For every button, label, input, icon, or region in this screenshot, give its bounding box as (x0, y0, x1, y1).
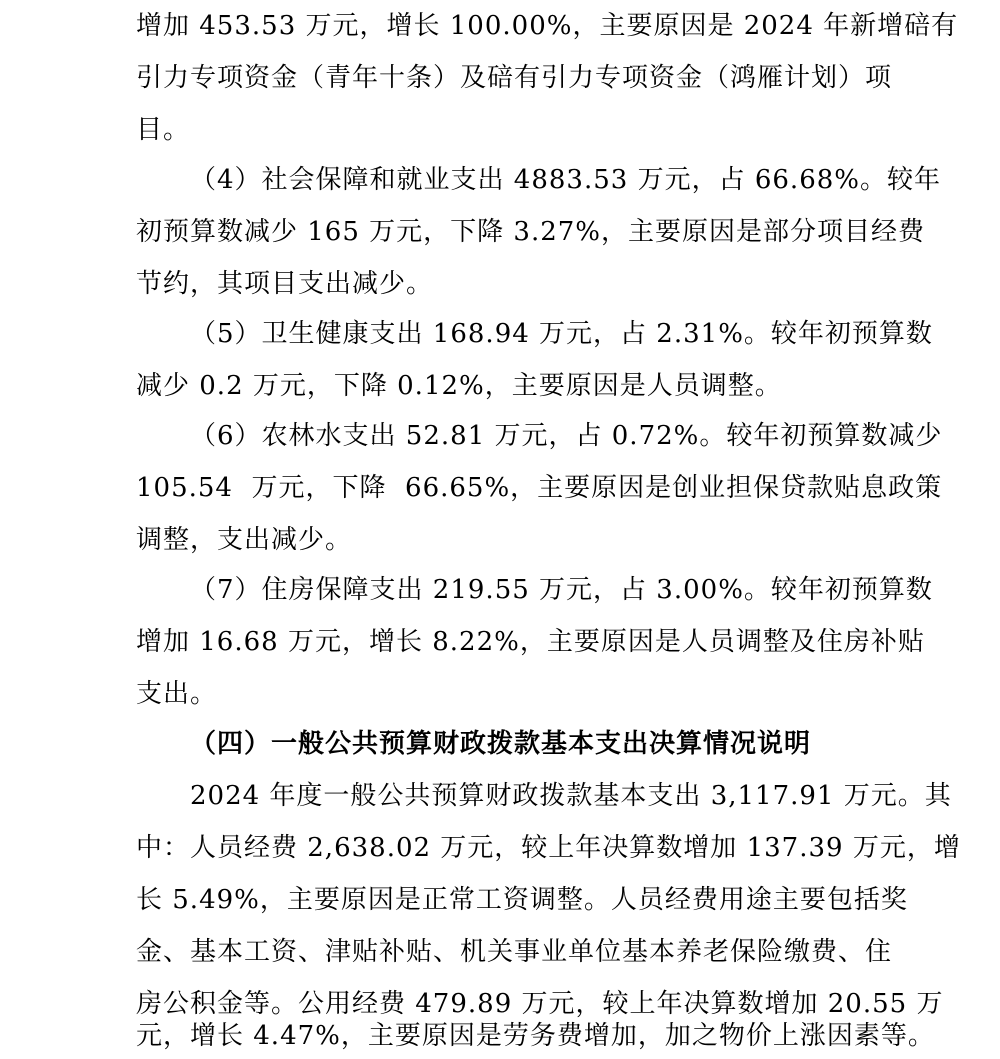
text-line: 调整，支出减少。 (136, 525, 353, 555)
text-line: 初预算数减少 165 万元，下降 3.27%，主要原因是部分项目经费 (136, 217, 926, 247)
text-line: （6）农林水支出 52.81 万元，占 0.72%。较年初预算数减少 (190, 421, 943, 451)
text-line: 金、基本工资、津贴补贴、机关事业单位基本养老保险缴费、住 (136, 937, 893, 967)
section-heading: （四）一般公共预算财政拨款基本支出决算情况说明 (190, 729, 812, 759)
text-line: 房公积金等。公用经费 479.89 万元，较上年决算数增加 20.55 万 (136, 989, 944, 1019)
text-line: 引力专项资金（青年十条）及碚有引力专项资金（鸿雁计划）项 (136, 63, 893, 93)
text-line: 增加 453.53 万元，增长 100.00%，主要原因是 2024 年新增碚有 (136, 11, 959, 41)
text-line: 支出。 (136, 679, 218, 709)
text-line: 增加 16.68 万元，增长 8.22%，主要原因是人员调整及住房补贴 (136, 627, 925, 657)
text-line: 长 5.49%，主要原因是正常工资调整。人员经费用途主要包括奖 (136, 885, 908, 915)
text-line: 2024 年度一般公共预算财政拨款基本支出 3,117.91 万元。其 (190, 781, 952, 811)
text-line: （7）住房保障支出 219.55 万元，占 3.00%。较年初预算数 (190, 575, 933, 605)
text-line: 节约，其项目支出减少。 (136, 269, 434, 299)
text-line: 中：人员经费 2,638.02 万元，较上年决算数增加 137.39 万元，增 (136, 833, 961, 863)
text-line: （4）社会保障和就业支出 4883.53 万元，占 66.68%。较年 (190, 165, 941, 195)
text-line: 元，增长 4.47%，主要原因是劳务费增加，加之物价上涨因素等。 (136, 1021, 935, 1051)
text-line: 目。 (136, 115, 191, 145)
text-line: 105.54 万元，下降 66.65%，主要原因是创业担保贷款贴息政策 (136, 473, 943, 503)
text-line: 减少 0.2 万元，下降 0.12%，主要原因是人员调整。 (136, 371, 782, 401)
text-line: （5）卫生健康支出 168.94 万元，占 2.31%。较年初预算数 (190, 319, 933, 349)
